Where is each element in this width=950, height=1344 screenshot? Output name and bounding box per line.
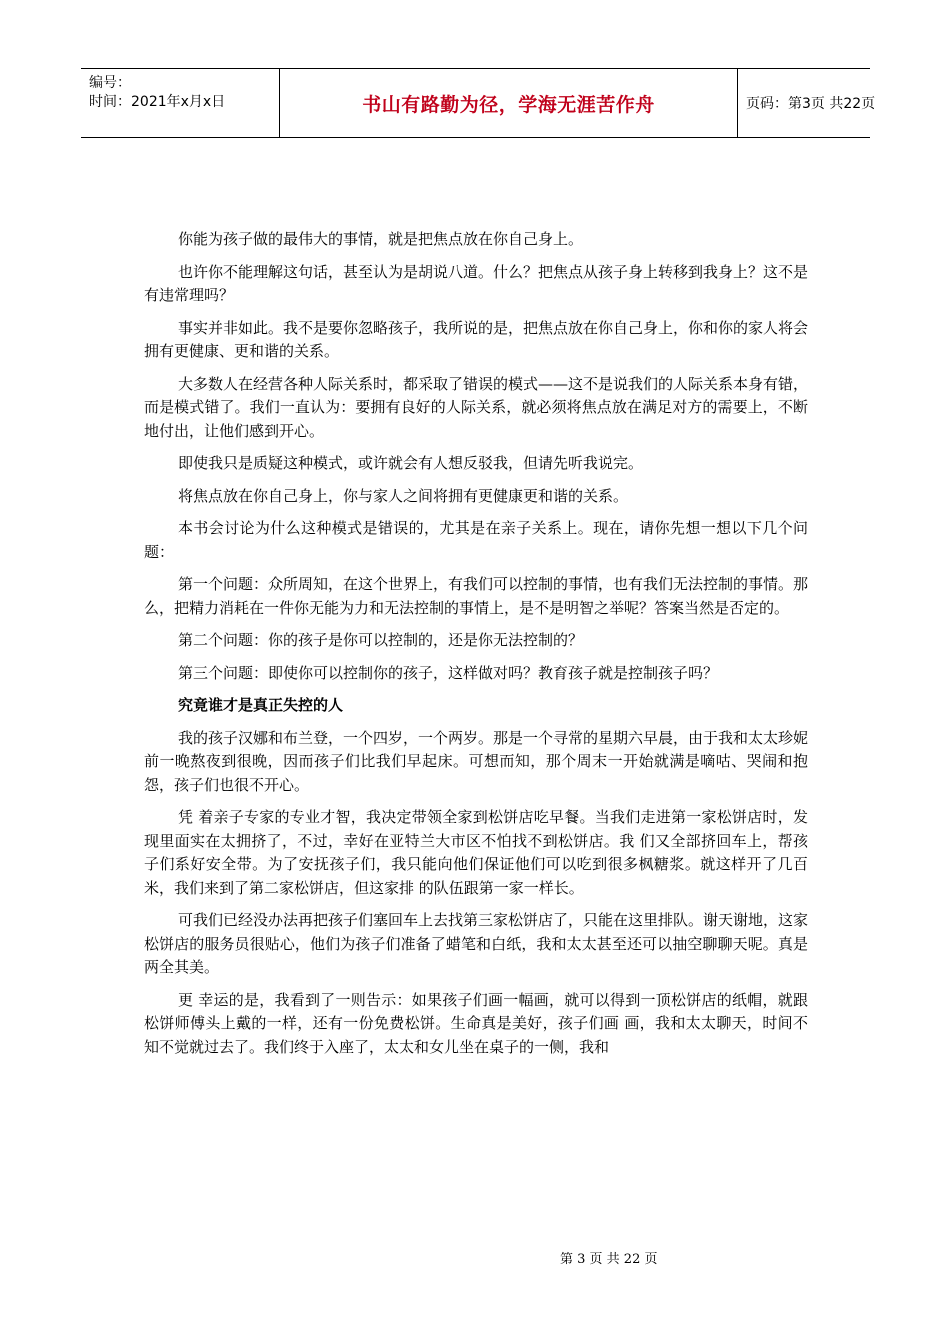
section-heading: 究竟谁才是真正失控的人 [178, 696, 344, 714]
paragraph: 事实并非如此。我不是要你忽略孩子，我所说的是，把焦点放在你自己身上，你和你的家人将会拥有更健康、更和谐的关系。 [144, 318, 809, 360]
paragraph: 凭 着亲子专家的专业才智，我决定带领全家到松饼店吃早餐。当我们走进第一家松饼店时，发现里面实在太拥挤了，不过，幸好在亚特兰大市区不怕找不到松饼店。我 们又全部挤回车上，帮孩子们系好安全带。为了安抚孩子们，我只能向他们保证他们可以吃到很多枫糖浆。就这样开了几百米，我们来到了第二家松饼店，但这家排 的队伍跟第一家一样长。 [144, 808, 808, 897]
document-body [144, 228, 808, 1068]
paragraph: 本书会讨论为什么这种模式是错误的，尤其是在亲子关系上。现在，请你先想一想以下几个问题： [144, 519, 808, 561]
document-number-label: 编号： [89, 75, 131, 91]
header-meta-cell [81, 69, 280, 137]
footer-page-number: 第 3 页 共 22 页 [560, 1252, 658, 1267]
paragraph: 你能为孩子做的最伟大的事情，就是把焦点放在你自己身上。 [178, 230, 584, 248]
motto-text: 书山有路勤为径，学海无涯苦作舟 [362, 93, 655, 116]
paragraph: 第二个问题：你的孩子是你可以控制的，还是你无法控制的？ [178, 631, 584, 649]
page-header [81, 68, 876, 138]
paragraph: 也许你不能理解这句话，甚至认为是胡说八道。什么？把焦点从孩子身上转移到我身上？这不是有违常理吗？ [144, 262, 809, 304]
header-page-cell [738, 69, 876, 137]
document-date-label: 时间：2021年x月x日 [89, 94, 226, 110]
paragraph: 大多数人在经营各种人际关系时，都采取了错误的模式——这不是说我们的人际关系本身有错，而是模式错了。我们一直认为：要拥有良好的人际关系，就必须将焦点放在满足对方的需要上，不断地付出，让他们感到开心。 [144, 374, 809, 440]
header-motto-cell [280, 69, 738, 137]
paragraph: 将焦点放在你自己身上，你与家人之间将拥有更健康更和谐的关系。 [178, 486, 629, 505]
paragraph: 第三个问题：即使你可以控制你的孩子，这样做对吗？教育孩子就是控制孩子吗？ [178, 663, 719, 682]
paragraph: 更 幸运的是，我看到了一则告示：如果孩子们画一幅画，就可以得到一顶松饼店的纸帽，就跟松饼师傅头上戴的一样，还有一份免费松饼。生命真是美好，孩子们画 画，我和太太聊天，时间不知不觉就过去了。我们终于入座了，太太和女儿坐在桌子的一侧，我和 [144, 990, 808, 1056]
header-page-info: 页码：第3页 共22页 [746, 96, 876, 112]
paragraph: 第一个问题：众所周知，在这个世界上，有我们可以控制的事情，也有我们无法控制的事情。那么，把精力消耗在一件你无能为力和无法控制的事情上，是不是明智之举呢？答案当然是否定的。 [144, 575, 809, 617]
paragraph: 我的孩子汉娜和布兰登，一个四岁，一个两岁。那是一个寻常的星期六早晨，由于我和太太珍妮前一晚熬夜到很晚，因而孩子们比我们早起床。可想而知，那个周末一开始就满是嘀咕、哭闹和抱怨，孩子们也很不开心。 [144, 728, 809, 794]
paragraph: 可我们已经没办法再把孩子们塞回车上去找第三家松饼店了，只能在这里排队。谢天谢地，这家松饼店的服务员很贴心，他们为孩子们准备了蜡笔和白纸，我和太太甚至还可以抽空聊聊天呢。真是两全其美。 [144, 911, 809, 976]
paragraph: 即使我只是质疑这种模式，或许就会有人想反驳我，但请先听我说完。 [178, 454, 644, 472]
